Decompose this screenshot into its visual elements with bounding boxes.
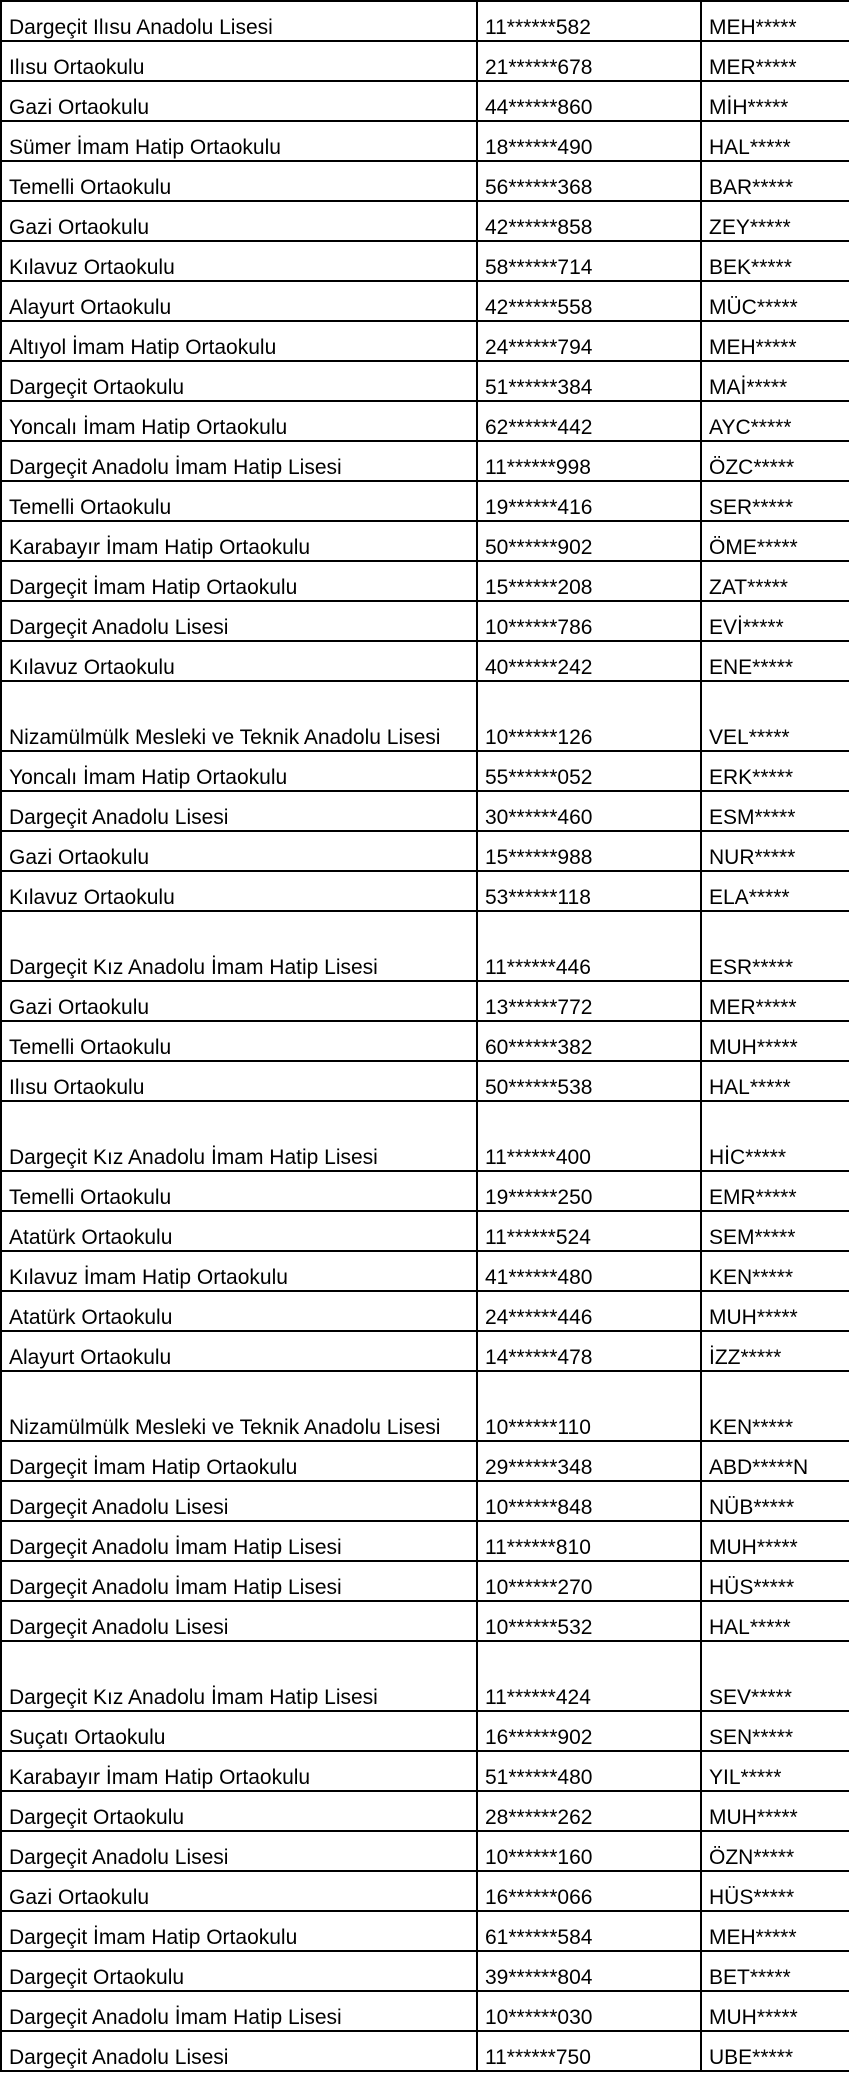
name-cell[interactable]: SEV***** (701, 1641, 849, 1711)
id-cell[interactable]: 50******902 (477, 521, 701, 561)
name-cell[interactable]: MUH***** (701, 1291, 849, 1331)
name-cell[interactable]: MUH***** (701, 1021, 849, 1061)
school-cell[interactable]: Kılavuz Ortaokulu (1, 241, 477, 281)
table-row (1, 871, 849, 911)
table-row (1, 481, 849, 521)
name-cell[interactable]: ZAT***** (701, 561, 849, 601)
school-cell[interactable]: Gazi Ortaokulu (1, 81, 477, 121)
table-row (1, 1291, 849, 1331)
table-row (1, 1171, 849, 1211)
table-row (1, 1601, 849, 1641)
name-cell[interactable]: ÖME***** (701, 521, 849, 561)
school-cell[interactable]: Dargeçit İmam Hatip Ortaokulu (1, 1911, 477, 1951)
school-cell[interactable]: Dargeçit Ortaokulu (1, 1951, 477, 1991)
id-cell[interactable]: 10******848 (477, 1481, 701, 1521)
school-cell[interactable]: Dargeçit Kız Anadolu İmam Hatip Lisesi (1, 911, 477, 981)
name-cell[interactable]: ABD*****N (701, 1441, 849, 1481)
school-cell[interactable]: Dargeçit Anadolu Lisesi (1, 601, 477, 641)
school-cell[interactable]: Dargeçit Ortaokulu (1, 361, 477, 401)
id-cell[interactable]: 62******442 (477, 401, 701, 441)
table-body (1, 1, 849, 2071)
school-cell[interactable]: Dargeçit Anadolu Lisesi (1, 791, 477, 831)
name-cell[interactable]: ERK***** (701, 751, 849, 791)
name-cell[interactable]: SER***** (701, 481, 849, 521)
id-cell[interactable]: 10******030 (477, 1991, 701, 2031)
id-cell[interactable]: 16******902 (477, 1711, 701, 1751)
id-cell[interactable]: 19******250 (477, 1171, 701, 1211)
id-cell[interactable]: 11******582 (477, 1, 701, 41)
school-cell[interactable]: Gazi Ortaokulu (1, 831, 477, 871)
table-row (1, 521, 849, 561)
id-cell[interactable]: 11******400 (477, 1101, 701, 1171)
name-cell[interactable]: BET***** (701, 1951, 849, 1991)
id-cell[interactable]: 19******416 (477, 481, 701, 521)
id-cell[interactable]: 51******384 (477, 361, 701, 401)
table-row (1, 1481, 849, 1521)
name-cell[interactable]: MUH***** (701, 1791, 849, 1831)
table-row (1, 981, 849, 1021)
table-row (1, 1711, 849, 1751)
id-cell[interactable]: 44******860 (477, 81, 701, 121)
table-row (1, 751, 849, 791)
school-cell[interactable]: Gazi Ortaokulu (1, 981, 477, 1021)
name-cell[interactable]: BAR***** (701, 161, 849, 201)
name-cell[interactable]: ESM***** (701, 791, 849, 831)
school-cell[interactable]: Atatürk Ortaokulu (1, 1291, 477, 1331)
name-cell[interactable]: ENE***** (701, 641, 849, 681)
school-cell[interactable]: Nizamülmülk Mesleki ve Teknik Anadolu Lisesi (1, 1371, 477, 1441)
id-cell[interactable]: 10******532 (477, 1601, 701, 1641)
name-cell[interactable]: HÜS***** (701, 1871, 849, 1911)
school-cell[interactable]: Gazi Ortaokulu (1, 201, 477, 241)
id-cell[interactable]: 53******118 (477, 871, 701, 911)
name-cell[interactable]: HAL***** (701, 1061, 849, 1101)
school-cell[interactable]: Ilısu Ortaokulu (1, 1061, 477, 1101)
table-row (1, 1951, 849, 1991)
id-cell[interactable]: 10******160 (477, 1831, 701, 1871)
name-cell[interactable]: ÖZC***** (701, 441, 849, 481)
id-cell[interactable]: 40******242 (477, 641, 701, 681)
table-row (1, 1871, 849, 1911)
school-cell[interactable]: Kılavuz Ortaokulu (1, 641, 477, 681)
id-cell[interactable]: 13******772 (477, 981, 701, 1021)
table-row (1, 241, 849, 281)
table-row (1, 2031, 849, 2071)
school-cell[interactable]: Dargeçit İmam Hatip Ortaokulu (1, 1441, 477, 1481)
table-row (1, 441, 849, 481)
table-row (1, 1991, 849, 2031)
table-row (1, 1021, 849, 1061)
school-cell[interactable]: Temelli Ortaokulu (1, 1171, 477, 1211)
id-cell[interactable]: 58******714 (477, 241, 701, 281)
school-cell[interactable]: Temelli Ortaokulu (1, 481, 477, 521)
table-row (1, 1101, 849, 1171)
school-cell[interactable]: Dargeçit Anadolu Lisesi (1, 1481, 477, 1521)
name-cell[interactable]: HÜS***** (701, 1561, 849, 1601)
id-cell[interactable]: 55******052 (477, 751, 701, 791)
id-cell[interactable]: 51******480 (477, 1751, 701, 1791)
id-cell[interactable]: 18******490 (477, 121, 701, 161)
table-row (1, 1911, 849, 1951)
id-cell[interactable]: 16******066 (477, 1871, 701, 1911)
name-cell[interactable]: MER***** (701, 981, 849, 1021)
table-row (1, 1751, 849, 1791)
school-cell[interactable]: Ilısu Ortaokulu (1, 41, 477, 81)
id-cell[interactable]: 24******794 (477, 321, 701, 361)
id-cell[interactable]: 41******480 (477, 1251, 701, 1291)
school-cell[interactable]: Dargeçit İmam Hatip Ortaokulu (1, 561, 477, 601)
school-cell[interactable]: Dargeçit Anadolu İmam Hatip Lisesi (1, 1521, 477, 1561)
id-cell[interactable]: 11******524 (477, 1211, 701, 1251)
name-cell[interactable]: ESR***** (701, 911, 849, 981)
school-cell[interactable]: Yoncalı İmam Hatip Ortaokulu (1, 401, 477, 441)
table-row (1, 1641, 849, 1711)
id-cell[interactable]: 10******126 (477, 681, 701, 751)
table-row (1, 201, 849, 241)
id-cell[interactable]: 60******382 (477, 1021, 701, 1061)
table-row (1, 1061, 849, 1101)
table-row (1, 1521, 849, 1561)
id-cell[interactable]: 24******446 (477, 1291, 701, 1331)
id-cell[interactable]: 11******998 (477, 441, 701, 481)
table-row (1, 1, 849, 41)
school-cell[interactable]: Dargeçit Ortaokulu (1, 1791, 477, 1831)
name-cell[interactable]: ZEY***** (701, 201, 849, 241)
name-cell[interactable]: BEK***** (701, 241, 849, 281)
id-cell[interactable]: 11******750 (477, 2031, 701, 2071)
name-cell[interactable]: ELA***** (701, 871, 849, 911)
name-cell[interactable]: MUH***** (701, 1991, 849, 2031)
name-cell[interactable]: NUR***** (701, 831, 849, 871)
id-cell[interactable]: 10******786 (477, 601, 701, 641)
school-cell[interactable]: Alayurt Ortaokulu (1, 281, 477, 321)
name-cell[interactable]: MER***** (701, 41, 849, 81)
table-row (1, 791, 849, 831)
id-cell[interactable]: 28******262 (477, 1791, 701, 1831)
name-cell[interactable]: SEN***** (701, 1711, 849, 1751)
id-cell[interactable]: 42******558 (477, 281, 701, 321)
name-cell[interactable]: MEH***** (701, 1911, 849, 1951)
table-row (1, 1331, 849, 1371)
name-cell[interactable]: KEN***** (701, 1371, 849, 1441)
name-cell[interactable]: MÜC***** (701, 281, 849, 321)
name-cell[interactable]: MUH***** (701, 1521, 849, 1561)
table-row (1, 831, 849, 871)
school-cell[interactable]: Dargeçit Anadolu İmam Hatip Lisesi (1, 441, 477, 481)
school-cell[interactable]: Temelli Ortaokulu (1, 1021, 477, 1061)
table-row (1, 401, 849, 441)
school-cell[interactable]: Dargeçit Ilısu Anadolu Lisesi (1, 1, 477, 41)
school-cell[interactable]: Nizamülmülk Mesleki ve Teknik Anadolu Lisesi (1, 681, 477, 751)
table-row (1, 1791, 849, 1831)
table-row (1, 1831, 849, 1871)
school-cell[interactable]: Suçatı Ortaokulu (1, 1711, 477, 1751)
school-cell[interactable]: Altıyol İmam Hatip Ortaokulu (1, 321, 477, 361)
table-row (1, 161, 849, 201)
name-cell[interactable]: ÖZN***** (701, 1831, 849, 1871)
table-row (1, 1211, 849, 1251)
table-row (1, 641, 849, 681)
id-cell[interactable]: 15******988 (477, 831, 701, 871)
id-cell[interactable]: 21******678 (477, 41, 701, 81)
school-cell[interactable]: Karabayır İmam Hatip Ortaokulu (1, 1751, 477, 1791)
school-cell[interactable]: Gazi Ortaokulu (1, 1871, 477, 1911)
name-cell[interactable]: MEH***** (701, 1, 849, 41)
table-row (1, 561, 849, 601)
name-cell[interactable]: HAL***** (701, 121, 849, 161)
school-cell[interactable]: Dargeçit Anadolu İmam Hatip Lisesi (1, 1561, 477, 1601)
school-cell[interactable]: Dargeçit Anadolu Lisesi (1, 1831, 477, 1871)
id-cell[interactable]: 11******424 (477, 1641, 701, 1711)
table-row (1, 681, 849, 751)
name-cell[interactable]: EMR***** (701, 1171, 849, 1211)
id-cell[interactable]: 50******538 (477, 1061, 701, 1101)
table-row (1, 281, 849, 321)
id-cell[interactable]: 29******348 (477, 1441, 701, 1481)
school-cell[interactable]: Atatürk Ortaokulu (1, 1211, 477, 1251)
name-cell[interactable]: İZZ***** (701, 1331, 849, 1371)
name-cell[interactable]: YIL***** (701, 1751, 849, 1791)
id-cell[interactable]: 14******478 (477, 1331, 701, 1371)
table-row (1, 121, 849, 161)
school-cell[interactable]: Kılavuz İmam Hatip Ortaokulu (1, 1251, 477, 1291)
table-row (1, 601, 849, 641)
table-row (1, 1371, 849, 1441)
id-cell[interactable]: 30******460 (477, 791, 701, 831)
id-cell[interactable]: 42******858 (477, 201, 701, 241)
table-row (1, 41, 849, 81)
name-cell[interactable]: MAİ***** (701, 361, 849, 401)
table-row (1, 1441, 849, 1481)
table-row (1, 911, 849, 981)
id-cell[interactable]: 39******804 (477, 1951, 701, 1991)
school-cell[interactable]: Dargeçit Kız Anadolu İmam Hatip Lisesi (1, 1641, 477, 1711)
id-cell[interactable]: 56******368 (477, 161, 701, 201)
school-cell[interactable]: Karabayır İmam Hatip Ortaokulu (1, 521, 477, 561)
school-cell[interactable]: Dargeçit Anadolu Lisesi (1, 2031, 477, 2071)
name-cell[interactable]: HİC***** (701, 1101, 849, 1171)
name-cell[interactable]: AYC***** (701, 401, 849, 441)
school-cell[interactable]: Kılavuz Ortaokulu (1, 871, 477, 911)
name-cell[interactable]: EVİ***** (701, 601, 849, 641)
id-cell[interactable]: 10******110 (477, 1371, 701, 1441)
table-row (1, 81, 849, 121)
name-cell[interactable]: MİH***** (701, 81, 849, 121)
name-cell[interactable]: MEH***** (701, 321, 849, 361)
id-cell[interactable]: 61******584 (477, 1911, 701, 1951)
name-cell[interactable]: KEN***** (701, 1251, 849, 1291)
name-cell[interactable]: HAL***** (701, 1601, 849, 1641)
table-row (1, 1561, 849, 1601)
table-row (1, 1251, 849, 1291)
id-cell[interactable]: 15******208 (477, 561, 701, 601)
school-cell[interactable]: Dargeçit Kız Anadolu İmam Hatip Lisesi (1, 1101, 477, 1171)
id-cell[interactable]: 11******446 (477, 911, 701, 981)
school-cell[interactable]: Dargeçit Anadolu İmam Hatip Lisesi (1, 1991, 477, 2031)
id-cell[interactable]: 10******270 (477, 1561, 701, 1601)
id-cell[interactable]: 11******810 (477, 1521, 701, 1561)
table-row (1, 321, 849, 361)
name-cell[interactable]: VEL***** (701, 681, 849, 751)
school-cell[interactable]: Temelli Ortaokulu (1, 161, 477, 201)
school-cell[interactable]: Yoncalı İmam Hatip Ortaokulu (1, 751, 477, 791)
name-cell[interactable]: SEM***** (701, 1211, 849, 1251)
name-cell[interactable]: NÜB***** (701, 1481, 849, 1521)
table-row (1, 361, 849, 401)
name-cell[interactable]: UBE***** (701, 2031, 849, 2071)
school-cell[interactable]: Sümer İmam Hatip Ortaokulu (1, 121, 477, 161)
school-cell[interactable]: Dargeçit Anadolu Lisesi (1, 1601, 477, 1641)
school-cell[interactable]: Alayurt Ortaokulu (1, 1331, 477, 1371)
